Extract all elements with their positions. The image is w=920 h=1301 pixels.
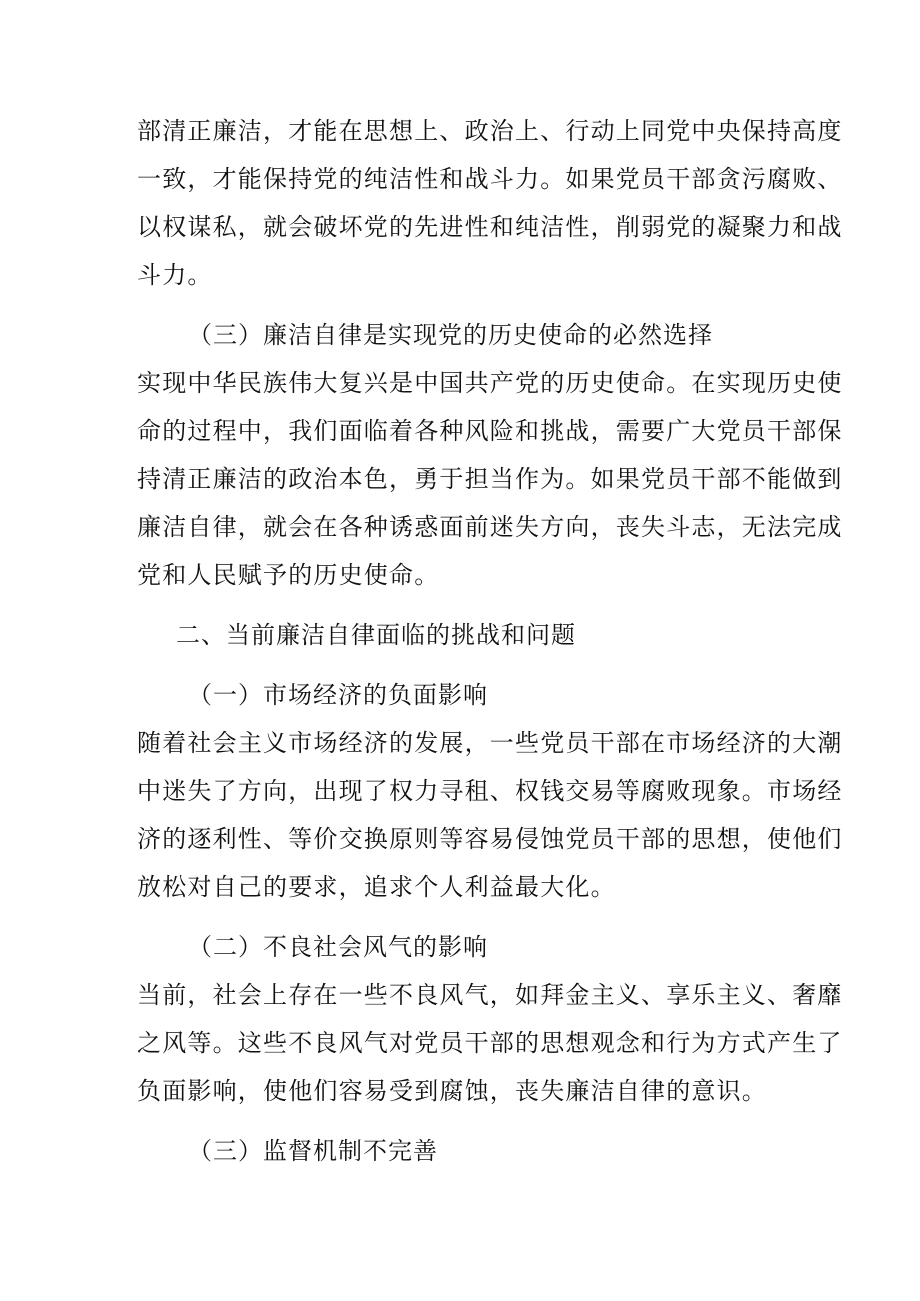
paragraph-line: 廉洁自律，就会在各种诱惑面前迷失方向，丧失斗志，无法完成 [137, 513, 843, 541]
paragraph-line: 部清正廉洁，才能在思想上、政治上、行动上同党中央保持高度 [137, 117, 843, 145]
paragraph-line: 斗力。 [137, 261, 213, 289]
section-heading: （二）不良社会风气的影响 [188, 933, 488, 961]
paragraph-line: 当前，社会上存在一些不良风气，如拜金主义、享乐主义、奢靡 [137, 981, 843, 1009]
paragraph-line: 济的逐利性、等价交换原则等容易侵蚀党员干部的思想，使他们 [137, 825, 843, 853]
paragraph-line: 放松对自己的要求，追求个人利益最大化。 [137, 873, 616, 901]
paragraph-line: 持清正廉洁的政治本色，勇于担当作为。如果党员干部不能做到 [137, 465, 843, 493]
section-heading: （三）监督机制不完善 [188, 1137, 438, 1165]
section-heading: （一）市场经济的负面影响 [188, 681, 488, 709]
paragraph-line: 一致，才能保持党的纯洁性和战斗力。如果党员干部贪污腐败、 [137, 165, 843, 193]
paragraph-line: 负面影响，使他们容易受到腐蚀，丧失廉洁自律的意识。 [137, 1077, 767, 1105]
paragraph-line: 之风等。这些不良风气对党员干部的思想观念和行为方式产生了 [137, 1029, 843, 1057]
paragraph-line: 以权谋私，就会破坏党的先进性和纯洁性，削弱党的凝聚力和战 [137, 213, 843, 241]
paragraph-line: 命的过程中，我们面临着各种风险和挑战，需要广大党员干部保 [137, 417, 843, 445]
paragraph-line: 中迷失了方向，出现了权力寻租、权钱交易等腐败现象。市场经 [137, 777, 843, 805]
paragraph-line: 党和人民赋予的历史使命。 [137, 561, 440, 589]
paragraph-line: 实现中华民族伟大复兴是中国共产党的历史使命。在实现历史使 [137, 369, 843, 397]
paragraph-line: 随着社会主义市场经济的发展，一些党员干部在市场经济的大潮 [137, 729, 843, 757]
chapter-heading: 二、当前廉洁自律面临的挑战和问题 [176, 621, 576, 649]
section-heading: （三）廉洁自律是实现党的历史使命的必然选择 [188, 321, 713, 349]
